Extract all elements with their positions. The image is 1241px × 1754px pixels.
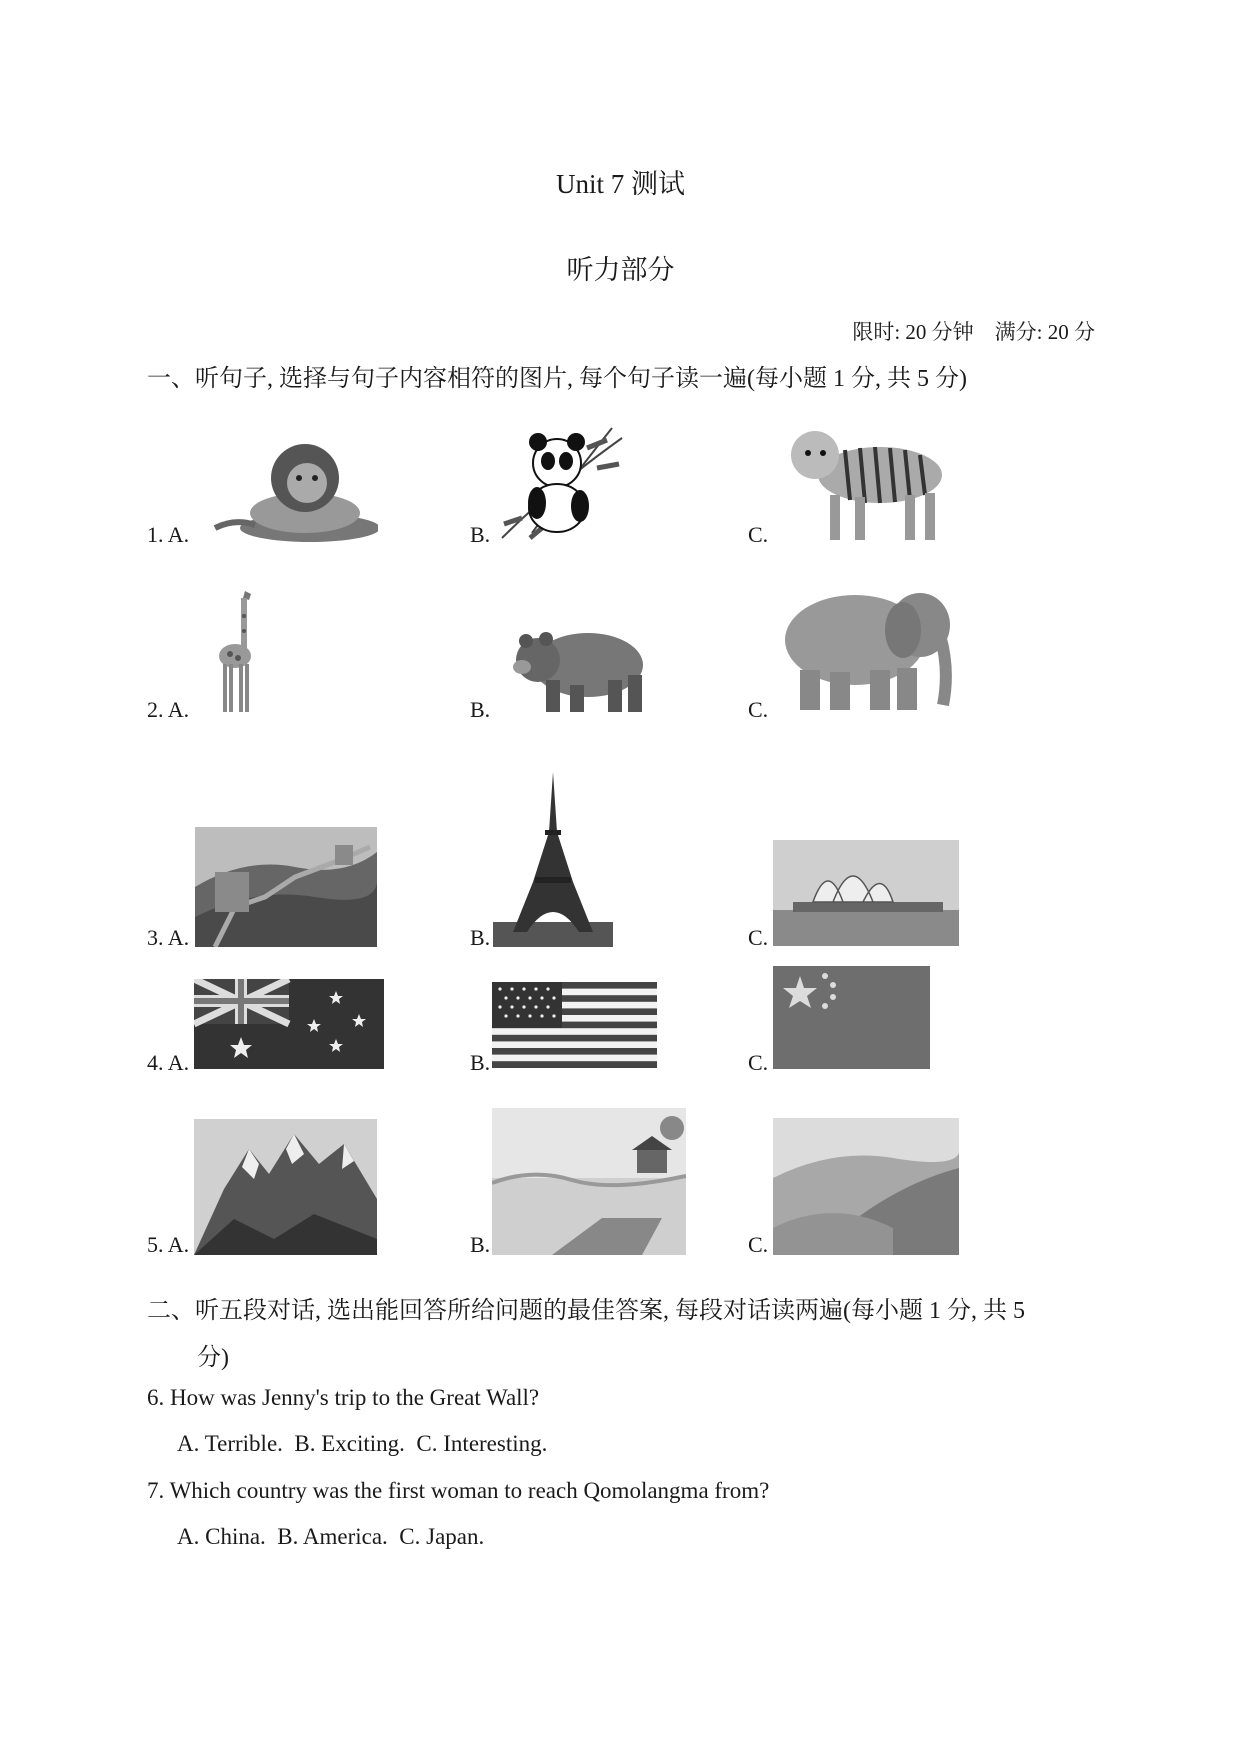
q1-label: 1. A. [147,522,190,547]
china-flag-picture [773,966,930,1069]
q3-label: 3. A. [147,925,190,950]
q2-c-label: C. [748,697,769,722]
q3-b-label: B. [470,925,491,950]
section2-heading-cont: 分) [197,1345,229,1371]
q2-b-label: B. [470,697,491,722]
q2-label: 2. A. [147,697,190,722]
time-limit: 限时: 20 分钟 满分: 20 分 [852,320,1095,344]
question-7: 7. Which country was the first woman to reach Qomolangma from? [147,1478,770,1503]
question-6-options: A. Terrible. B. Exciting. C. Interesting. [177,1431,548,1456]
great-wall-picture [195,827,377,947]
section1-heading: 一、听句子, 选择与句子内容相符的图片, 每个句子读一遍(每小题 1 分, 共 5 分) [147,366,967,392]
elephant-picture [775,580,960,715]
q5-b-label: B. [470,1232,491,1257]
question-7-options: A. China. B. America. C. Japan. [177,1524,485,1549]
eiffel-tower-picture [493,772,613,947]
usa-flag-picture [492,982,657,1068]
q5-label: 5. A. [147,1232,190,1257]
q4-c-label: C. [748,1050,769,1075]
question-6: 6. How was Jenny's trip to the Great Wall? [147,1385,540,1410]
sydney-opera-house-picture [773,840,959,946]
q1-b-label: B. [470,522,491,547]
q4-b-label: B. [470,1050,491,1075]
panda-picture [492,418,630,546]
q4-label: 4. A. [147,1050,190,1075]
q5-c-label: C. [748,1232,769,1257]
mountain-picture [194,1119,377,1255]
desert-picture [773,1118,959,1255]
lake-picture [492,1108,686,1255]
q1-c-label: C. [748,522,769,547]
section-title: 听力部分 [566,255,675,285]
australia-flag-picture [194,979,384,1069]
lion-picture [195,433,378,545]
tiger-picture [775,415,955,545]
page-title: Unit 7 测试 [555,169,685,199]
giraffe-picture [205,586,267,714]
bear-picture [508,615,653,715]
q3-c-label: C. [748,925,769,950]
section2-heading: 二、听五段对话, 选出能回答所给问题的最佳答案, 每段对话读两遍(每小题 1 分, 共 5 [147,1298,1025,1324]
